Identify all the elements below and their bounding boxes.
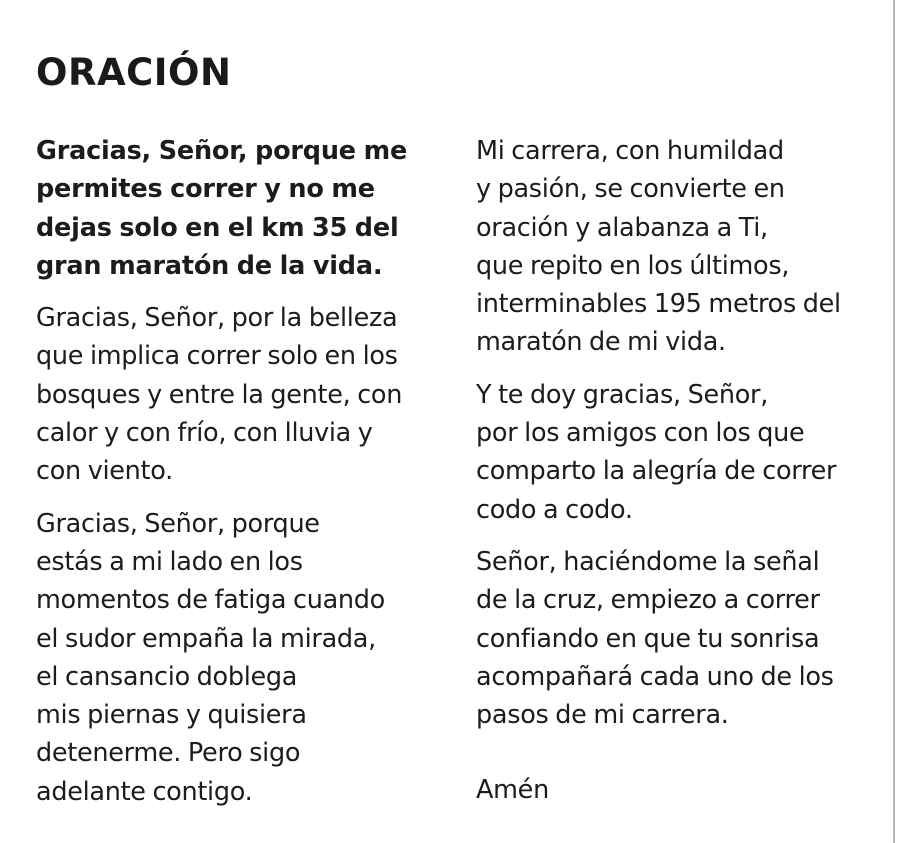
text-line: mis piernas y quisiera xyxy=(36,700,307,731)
lead-paragraph xyxy=(36,132,446,285)
text-line: acompañará cada uno de los xyxy=(476,661,834,692)
paragraph-gap xyxy=(476,734,876,771)
text-line: y pasión, se convierte en xyxy=(476,174,785,205)
text-line: adelante contigo. xyxy=(36,776,253,807)
left-paragraph-1 xyxy=(36,299,446,490)
text-line: Señor, haciéndome la señal xyxy=(476,546,820,577)
lead-line: Gracias, Señor, porque me xyxy=(36,136,408,166)
right-paragraph-1 xyxy=(476,132,876,362)
paragraph-gap xyxy=(476,529,876,543)
text-line: el sudor empaña la mirada, xyxy=(36,623,376,654)
text-line: codo a codo. xyxy=(476,494,633,525)
text-line: comparto la alegría de correr xyxy=(476,456,837,487)
left-paragraph-2 xyxy=(36,505,446,811)
text-line: Y te doy gracias, Señor, xyxy=(476,379,769,410)
paragraph-gap xyxy=(476,362,876,376)
paragraph-gap xyxy=(36,285,446,299)
left-column xyxy=(36,132,446,811)
text-line: confiando en que tu sonrisa xyxy=(476,623,820,654)
text-line: oración y alabanza a Ti, xyxy=(476,212,768,243)
text-line: estás a mi lado en los xyxy=(36,546,303,577)
right-column xyxy=(476,132,876,810)
text-line: con viento. xyxy=(36,456,173,487)
paragraph-gap xyxy=(36,491,446,505)
text-line: Gracias, Señor, porque xyxy=(36,508,320,539)
text-line: Gracias, Señor, por la belleza xyxy=(36,303,398,334)
lead-line: dejas solo en el km 35 del xyxy=(36,212,399,243)
page-title: ORACIÓN xyxy=(36,51,232,94)
text-line: Mi carrera, con humildad xyxy=(476,136,784,166)
right-paragraph-3 xyxy=(476,543,876,734)
text-line: pasos de mi carrera. xyxy=(476,700,729,731)
text-line: maratón de mi vida. xyxy=(476,327,726,358)
lead-line: gran maratón de la vida. xyxy=(36,250,383,281)
text-line: que repito en los últimos, xyxy=(476,250,790,281)
text-line: interminables 195 metros del xyxy=(476,289,841,320)
text-line: detenerme. Pero sigo xyxy=(36,738,301,769)
page-edge-divider xyxy=(893,0,895,843)
text-line: de la cruz, empiezo a correr xyxy=(476,585,820,616)
closing-word xyxy=(476,771,876,809)
lead-line: permites correr y no me xyxy=(36,174,375,205)
text-line: que implica correr solo en los xyxy=(36,341,398,372)
text-line: bosques y entre la gente, con xyxy=(36,379,403,410)
text-line: por los amigos con los que xyxy=(476,418,805,449)
text-line: momentos de fatiga cuando xyxy=(36,585,385,616)
text-line: el cansancio doblega xyxy=(36,661,298,692)
right-paragraph-2 xyxy=(476,376,876,529)
closing-line: Amén xyxy=(476,775,549,806)
text-line: calor y con frío, con lluvia y xyxy=(36,418,373,449)
